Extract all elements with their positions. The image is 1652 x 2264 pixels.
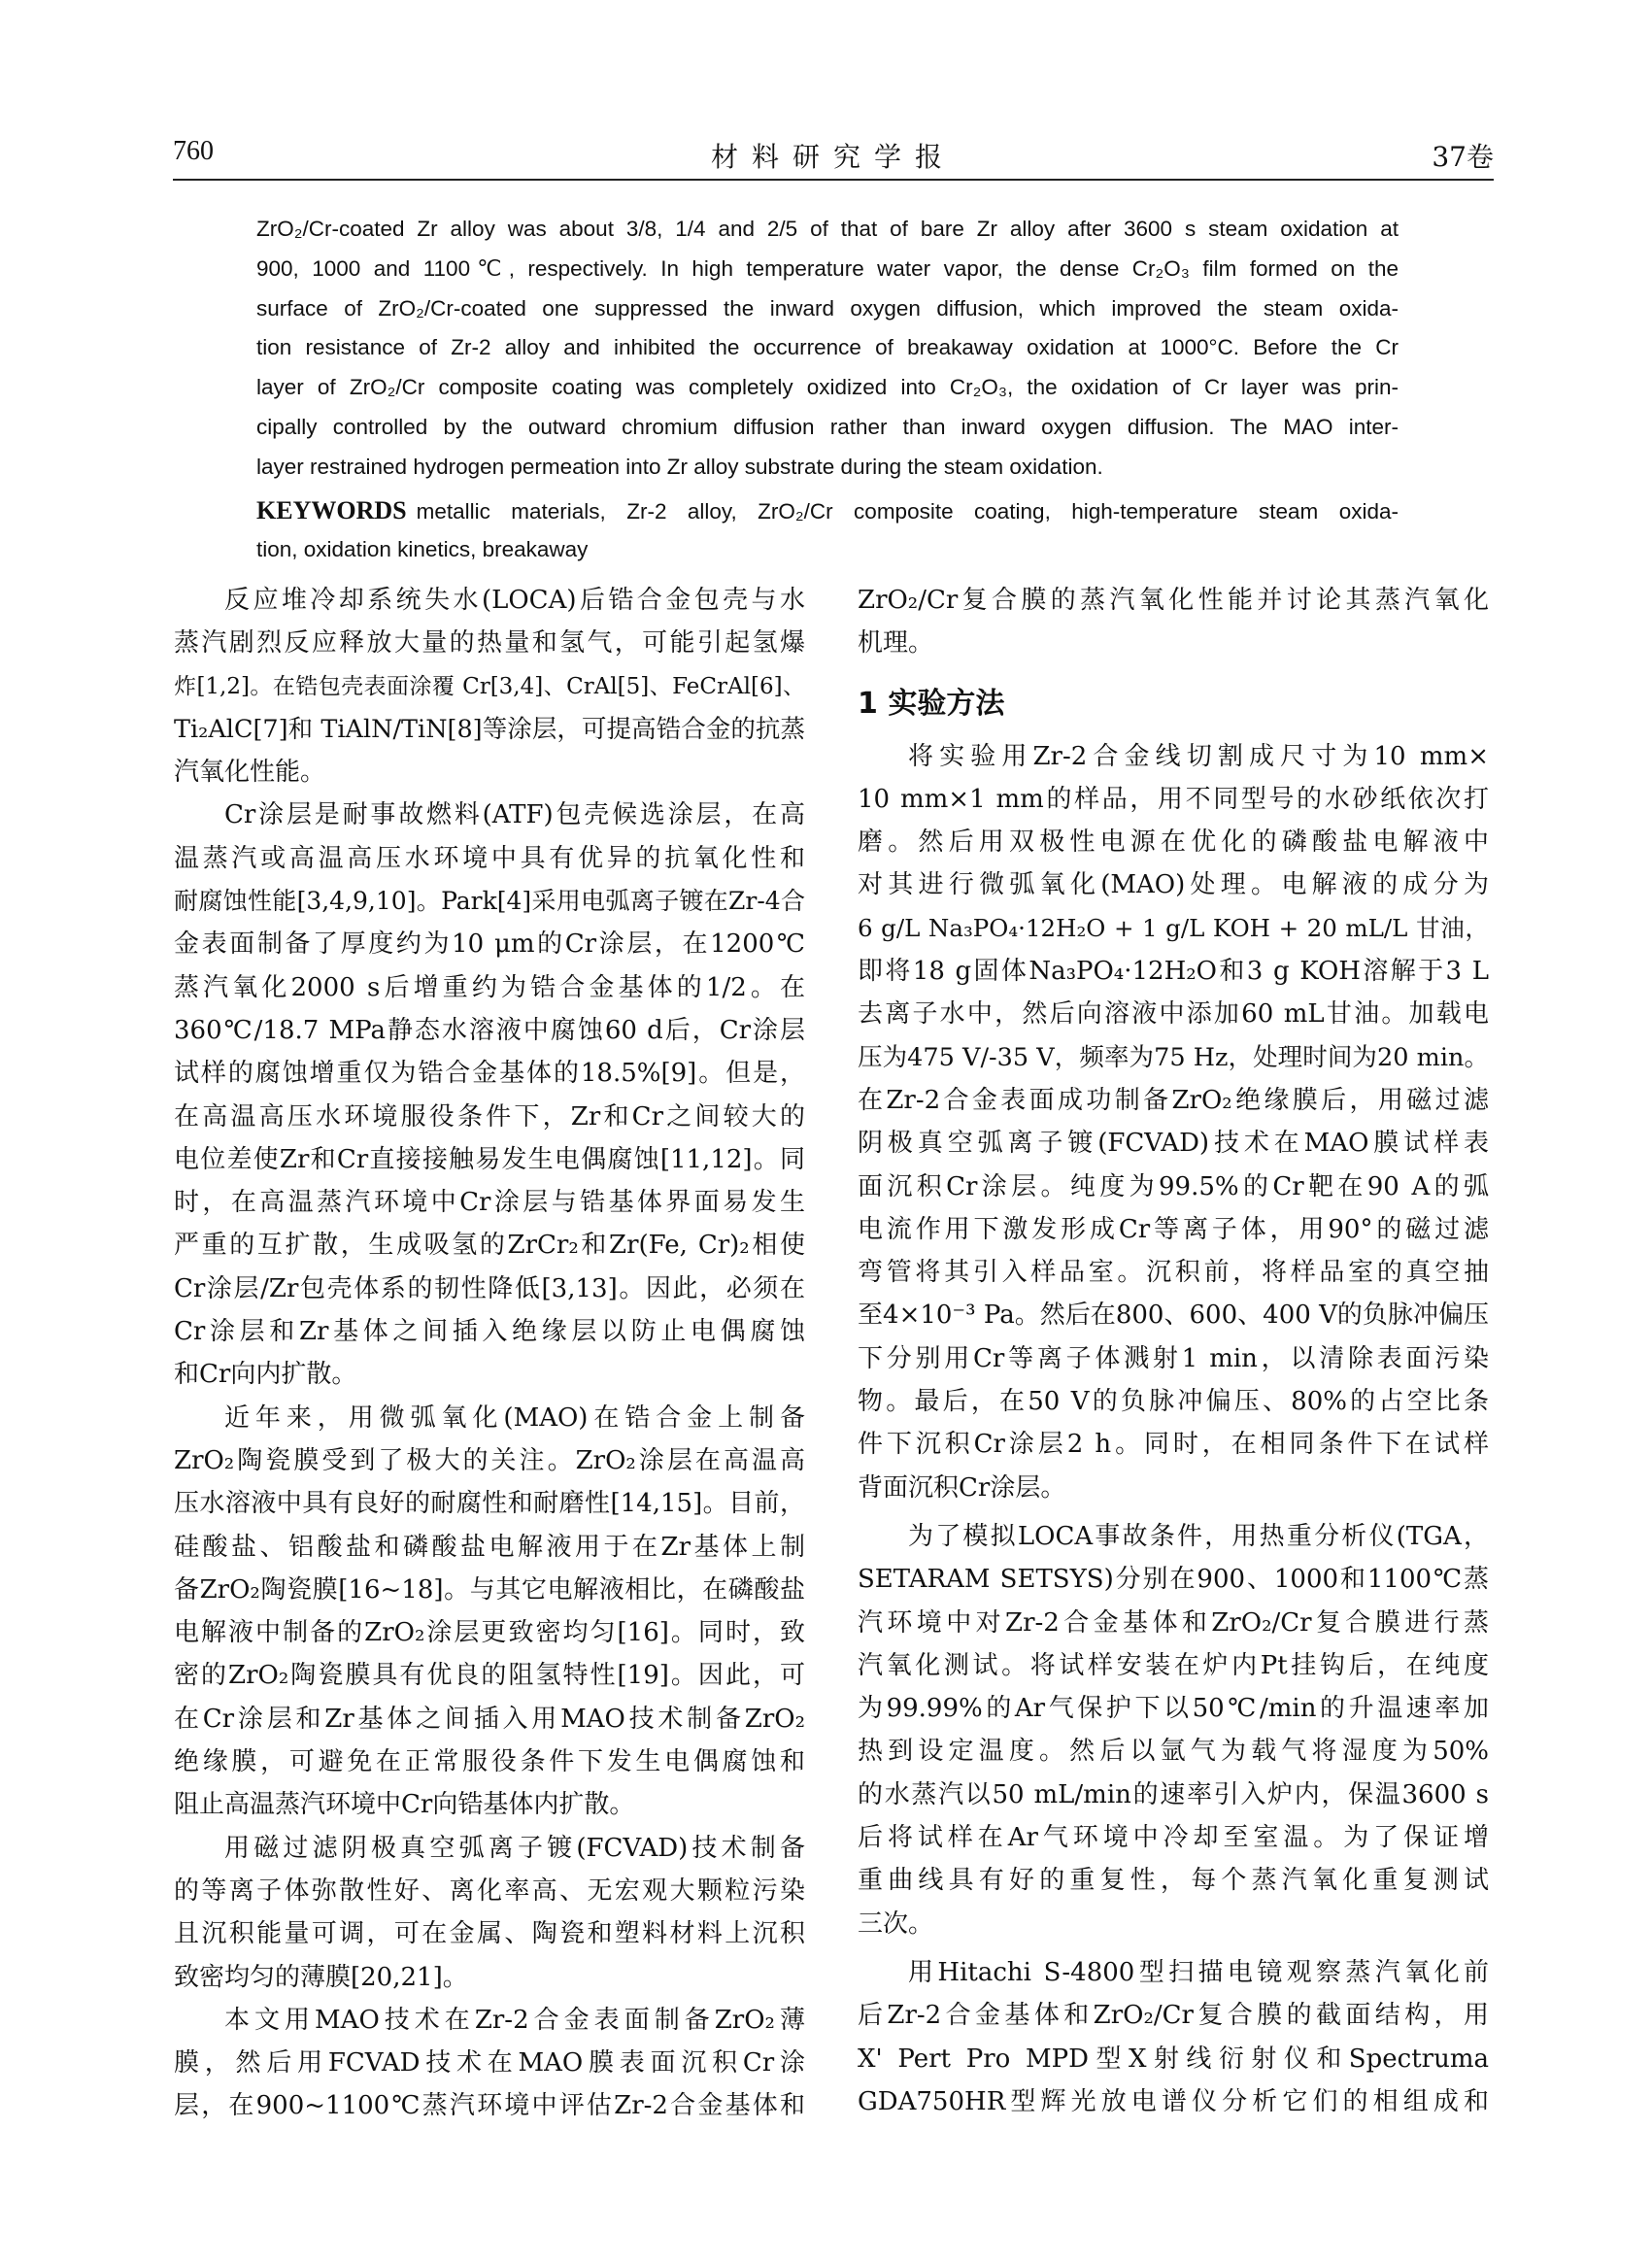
page-header: [173, 136, 1494, 181]
body-line: 三次。: [858, 1909, 934, 1939]
body-line: 360℃/18.7 MPa静态水溶液中腐蚀60 d后，Cr涂层: [174, 1015, 805, 1045]
body-line: 的等离子体弥散性好、离化率高、无宏观大颗粒污染: [174, 1875, 805, 1906]
body-line: 件下沉积Cr涂层2 h。同时，在相同条件下在试样: [858, 1430, 1489, 1460]
body-line: 10 mm×1 mm的样品，用不同型号的水砂纸依次打: [858, 784, 1489, 814]
keywords-line: [256, 491, 1399, 531]
keywords-label: KEYWORDS: [256, 495, 407, 524]
body-line: 蒸汽剧烈反应释放大量的热量和氢气，可能引起氢爆: [174, 628, 805, 659]
body-line: 电流作用下激发形成Cr等离子体，用90°的磁过滤: [858, 1214, 1489, 1244]
abstract-line: tion resistance of Zr-2 alloy and inhibited the occurrence of breakaway oxidation at 1000°C. Before the Cr: [256, 335, 1399, 360]
body-line: 在高温高压水环境服役条件下，Zr和Cr之间较大的: [174, 1101, 805, 1132]
body-line: 将实验用Zr-2合金线切割成尺寸为10 mm×: [908, 741, 1489, 771]
body-line: Cr涂层/Zr包壳体系的韧性降低[3,13]。因此，必须在: [174, 1273, 805, 1303]
section-heading: 1 实验方法: [858, 686, 1005, 721]
body-line: 用Hitachi S-4800型扫描电镜观察蒸汽氧化前: [908, 1957, 1489, 1987]
body-line: 近年来，用微弧氧化(MAO)在锆合金上制备: [224, 1402, 805, 1433]
body-line: 去离子水中，然后向溶液中添加60 mL甘油。加载电: [858, 999, 1489, 1030]
body-line: 在Cr涂层和Zr基体之间插入用MAO技术制备ZrO₂: [174, 1704, 805, 1734]
body-line: 后将试样在Ar气环境中冷却至室温。为了保证增: [858, 1823, 1489, 1853]
body-line: 对其进行微弧氧化(MAO)处理。电解液的成分为: [858, 870, 1489, 900]
right-column: [858, 579, 1489, 2123]
body-line: SETARAM SETSYS)分别在900、1000和1100℃蒸: [858, 1565, 1489, 1595]
body-line: 的水蒸汽以50 mL/min的速率引入炉内，保温3600 s: [858, 1779, 1489, 1809]
body-line: 为了模拟LOCA事故条件，用热重分析仪(TGA，: [908, 1521, 1489, 1551]
body-line: 蒸汽氧化2000 s后增重约为锆合金基体的1/2。在: [174, 972, 805, 1002]
body-line: 汽氧化性能。: [174, 758, 326, 788]
body-line: 面沉积Cr涂层。纯度为99.5%的Cr靶在90 A的弧: [858, 1171, 1489, 1201]
body-line: 背面沉积Cr涂层。: [858, 1472, 1066, 1503]
body-line: 汽环境中对Zr-2合金基体和ZrO₂/Cr复合膜进行蒸: [858, 1607, 1489, 1638]
body-line: 后Zr-2合金基体和ZrO₂/Cr复合膜的截面结构，用: [858, 2001, 1489, 2031]
body-line: 层，在900~1100℃蒸汽环境中评估Zr-2合金基体和: [174, 2091, 805, 2121]
body-line: 密的ZrO₂陶瓷膜具有优良的阻氢特性[19]。因此，可: [174, 1661, 805, 1691]
body-line: 电解液中制备的ZrO₂涂层更致密均匀[16]。同时，致: [174, 1618, 805, 1648]
body-line: Cr涂层是耐事故燃料(ATF)包壳候选涂层，在高: [224, 800, 805, 830]
keywords-text: metallic materials, Zr-2 alloy, ZrO₂/Cr composite coating, high-temperature steam oxida-: [416, 498, 1399, 524]
body-line: GDA750HR型辉光放电谱仪分析它们的相组成和: [858, 2086, 1489, 2116]
body-line: 时，在高温蒸汽环境中Cr涂层与锆基体界面易发生: [174, 1188, 805, 1218]
abstract-line: 900, 1000 and 1100℃, respectively. In high temperature water vapor, the dense Cr₂O₃ film formed on the: [256, 255, 1399, 281]
body-line: 温蒸汽或高温高压水环境中具有优异的抗氧化性和: [174, 843, 805, 873]
body-line: Ti₂AlC[7]和 TiAlN/TiN[8]等涂层，可提高锆合金的抗蒸: [174, 714, 805, 744]
body-line: 即将18 g固体Na₃PO₄·12H₂O和3 g KOH溶解于3 L: [858, 957, 1489, 987]
body-line: 本文用MAO技术在Zr-2合金表面制备ZrO₂薄: [224, 2005, 805, 2035]
body-line: 在Zr-2合金表面成功制备ZrO₂绝缘膜后，用磁过滤: [858, 1085, 1489, 1115]
body-line: 致密均匀的薄膜[20,21]。: [174, 1962, 468, 1992]
body-line: 反应堆冷却系统失水(LOCA)后锆合金包壳与水: [224, 586, 805, 615]
body-line: 炸[1,2]。在锆包壳表面涂覆 Cr[3,4]、CrAl[5]、FeCrAl[6]、: [174, 673, 805, 699]
abstract-line: cipally controlled by the outward chromium diffusion rather than inward oxygen diffusion. The MAO inter-: [256, 414, 1399, 439]
body-line: 电位差使Zr和Cr直接接触易发生电偶腐蚀[11,12]。同: [174, 1144, 805, 1174]
body-line: 磨。然后用双极性电源在优化的磷酸盐电解液中: [858, 828, 1489, 858]
body-line: 耐腐蚀性能[3,4,9,10]。Park[4]采用电弧离子镀在Zr-4合: [174, 887, 805, 916]
body-line: 绝缘膜，可避免在正常服役条件下发生电偶腐蚀和: [174, 1747, 805, 1777]
body-line: ZrO₂/Cr复合膜的蒸汽氧化性能并讨论其蒸汽氧化: [858, 586, 1489, 615]
body-line: 热到设定温度。然后以氩气为载气将湿度为50%: [858, 1737, 1489, 1767]
body-line: 至4×10⁻³ Pa。然后在800、600、400 V的负脉冲偏压: [858, 1301, 1489, 1331]
body-line: Cr涂层和Zr基体之间插入绝缘层以防止电偶腐蚀: [174, 1317, 805, 1347]
volume-label: 37卷: [1432, 141, 1494, 173]
body-line: 阻止高温蒸汽环境中Cr向锆基体内扩散。: [174, 1790, 635, 1820]
left-column: [174, 579, 805, 2128]
body-line: 严重的互扩散，生成吸氢的ZrCr₂和Zr(Fe, Cr)₂相使: [174, 1231, 805, 1261]
body-line: ZrO₂陶瓷膜受到了极大的关注。ZrO₂涂层在高温高: [174, 1445, 805, 1475]
body-line: 且沉积能量可调，可在金属、陶瓷和塑料材料上沉积: [174, 1919, 805, 1949]
body-line: 弯管将其引入样品室。沉积前，将样品室的真空抽: [858, 1258, 1489, 1288]
body-line: 阴极真空弧离子镀(FCVAD)技术在MAO膜试样表: [858, 1129, 1489, 1159]
body-line: 试样的腐蚀增重仅为锆合金基体的18.5%[9]。但是，: [174, 1059, 805, 1089]
body-line: 备ZrO₂陶瓷膜[16~18]。与其它电解液相比，在磷酸盐: [174, 1574, 805, 1605]
journal-title: 材料研究学报: [710, 141, 956, 173]
abstract-line: ZrO₂/Cr-coated Zr alloy was about 3/8, 1/4 and 2/5 of that of bare Zr alloy after 3600 s steam oxidation at: [256, 217, 1399, 241]
body-line: 硅酸盐、铝酸盐和磷酸盐电解液用于在Zr基体上制: [174, 1532, 805, 1562]
abstract-line: layer restrained hydrogen permeation into Zr alloy substrate during the steam oxidation.: [256, 454, 1103, 479]
keywords-line-2: tion, oxidation kinetics, breakaway: [256, 537, 589, 562]
abstract-line: surface of ZrO₂/Cr-coated one suppressed the inward oxygen diffusion, which improved the steam oxida-: [256, 295, 1399, 321]
body-line: 重曲线具有好的重复性，每个蒸汽氧化重复测试: [858, 1866, 1489, 1896]
body-line: 6 g/L Na₃PO₄·12H₂O + 1 g/L KOH + 20 mL/L 甘油，: [858, 913, 1489, 942]
body-line: 为99.99%的Ar气保护下以50℃/min的升温速率加: [858, 1694, 1489, 1724]
body-line: X' Pert Pro MPD型X射线衍射仪和Spectruma: [858, 2044, 1489, 2074]
body-line: 物。最后，在50 V的负脉冲偏压、80%的占空比条: [858, 1387, 1489, 1417]
body-line: 用磁过滤阴极真空弧离子镀(FCVAD)技术制备: [224, 1833, 805, 1863]
body-line: 和Cr向内扩散。: [174, 1360, 357, 1390]
body-line: 膜，然后用FCVAD技术在MAO膜表面沉积Cr涂: [174, 2048, 805, 2078]
body-line: 压水溶液中具有良好的耐腐性和耐磨性[14,15]。目前，: [174, 1489, 805, 1519]
abstract-block: [256, 210, 1399, 570]
body-line: 压为475 V/-35 V，频率为75 Hz，处理时间为20 min。: [858, 1042, 1489, 1072]
abstract-line: layer of ZrO₂/Cr composite coating was completely oxidized into Cr₂O₃, the oxidation of Cr layer was prin-: [256, 375, 1399, 400]
body-line: 金表面制备了厚度约为10 μm的Cr涂层，在1200℃: [174, 929, 805, 960]
body-line: 汽氧化测试。将试样安装在炉内Pt挂钩后，在纯度: [858, 1650, 1489, 1680]
page-number: 760: [173, 136, 214, 166]
body-line: 下分别用Cr等离子体溅射1 min，以清除表面污染: [858, 1343, 1489, 1373]
body-line: 机理。: [858, 628, 934, 659]
